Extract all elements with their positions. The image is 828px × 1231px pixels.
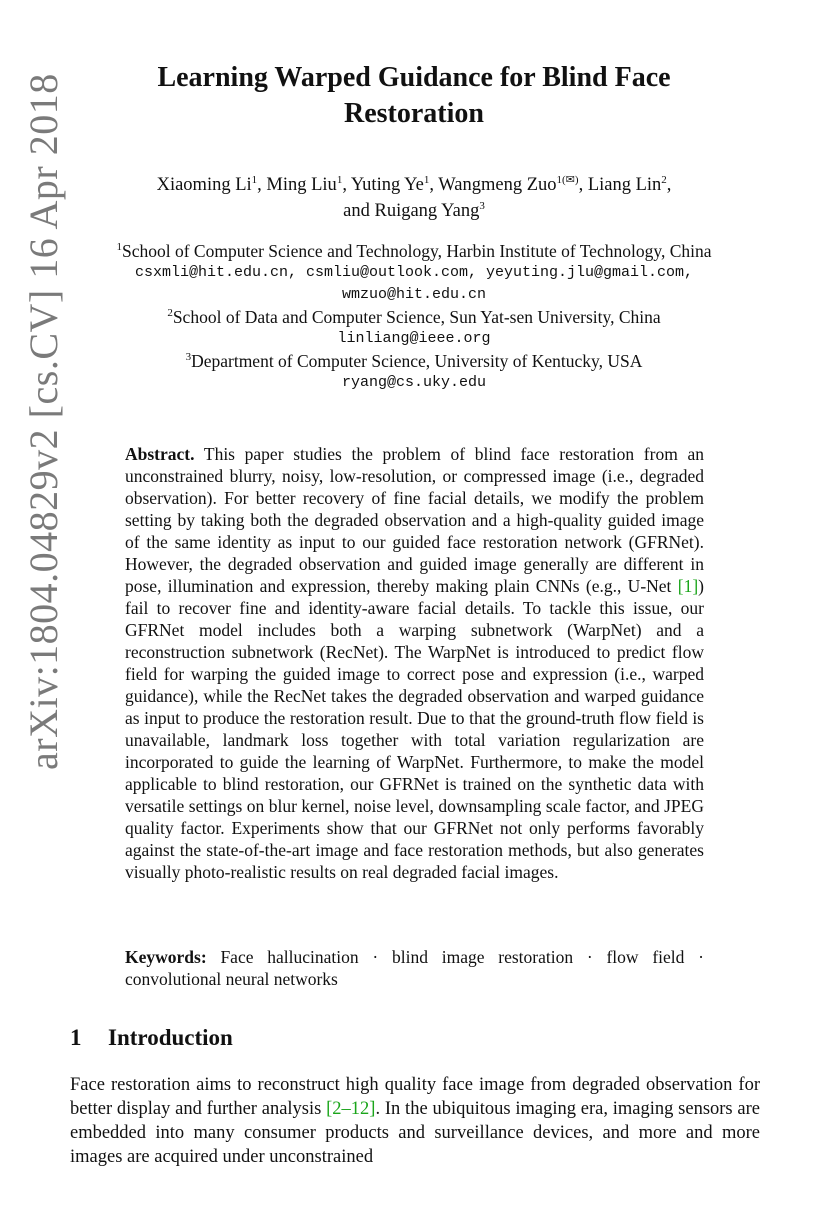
affiliation-3 (60, 350, 768, 372)
keywords-label: Keywords: (125, 947, 207, 967)
affiliation-2 (60, 306, 768, 328)
affiliation-text: School of Computer Science and Technology, Harbin Institute of Technology, China (121, 241, 712, 261)
citation-link[interactable]: [1] (677, 576, 699, 596)
author-name: and Ruigang Yang (343, 201, 480, 221)
abstract-text: This paper studies the problem of blind face restoration from an unconstrained blurry, noisy, low-resolution, or compressed image (i.e., degraded observation). For better recovery of fine facial details, we modify the problem setting by taking both the degraded observation and a high-quality guided image of the same identity as input to our guided face restoration network (GFRNet). However, the degraded observation and guided image generally are different in pose, illumination and expression, thereby making plain CNNs (e.g., U-Net (125, 444, 705, 596)
affiliation-mark: 1 (116, 241, 122, 254)
arxiv-identifier: arXiv:1804.04829v2 [cs.CV] 16 Apr 2018 (21, 73, 66, 770)
author-name: Xiaoming Li (156, 175, 252, 195)
affiliations (60, 240, 768, 394)
author-separator: , (666, 175, 672, 195)
intro-paragraph (70, 1073, 760, 1169)
affiliation-mark: 1 (423, 173, 430, 186)
affiliation-mark: 3 (479, 199, 485, 212)
author-name: , Liang Lin (578, 175, 662, 195)
author-list (70, 172, 758, 224)
affiliation-1 (60, 240, 768, 262)
abstract (125, 443, 704, 883)
section-title: Introduction (108, 1025, 233, 1050)
affiliation-1-emails: csxmli@hit.edu.cn, csmliu@outlook.com, yeyuting.jlu@gmail.com, (134, 264, 694, 281)
section-number: 1 (70, 1025, 82, 1050)
affiliation-mark: 1 (336, 173, 343, 186)
author-name: , Wangmeng Zuo (429, 175, 557, 195)
affiliation-text: Department of Computer Science, University of Kentucky, USA (191, 351, 643, 371)
affiliation-text: School of Data and Computer Science, Sun Yat-sen University, China (172, 307, 661, 327)
affiliation-mark: 3 (185, 351, 192, 364)
affiliation-mark: 1 (251, 173, 258, 186)
affiliation-1-emails: wmzuo@hit.edu.cn (341, 286, 487, 303)
author-name: , Ming Liu (257, 175, 337, 195)
keywords-text: Face hallucination · blind image restoration · flow field · convolutional neural networks (125, 947, 704, 989)
body-text: Face restoration aims to reconstruct high quality face image from degraded observation for better display and further analysis (70, 1075, 760, 1119)
abstract-text: ) fail to recover fine and identity-aware facial details. To tackle this issue, our GFRNet model includes both a warping subnetwork (WarpNet) and a reconstruction subnetwork (RecNet). The WarpNet is introduced to predict flow field for warping the guided image to correct pose and expression (i.e., warped guidance), while the RecNet takes the degraded observation and warped guidance as input to produce the restoration result. Due to that the ground-truth flow field is unavailable, landmark loss together with total variation regularization are incorporated to guide the learning of WarpNet. Furthermore, to make the model applicable to blind restoration, our GFRNet is trained on the synthetic data with versatile settings on blur kernel, noise level, downsampling scale factor, and JPEG quality factor. Experiments show that our GFRNet not only performs favorably against the state-of-the-art image and face restoration methods, but also generates visually photo-realistic results on real degraded facial images. (125, 576, 704, 882)
affiliation-mark: 2 (661, 173, 667, 186)
affiliation-2-email: linliang@ieee.org (337, 330, 491, 347)
citation-link[interactable]: [2–12] (326, 1099, 376, 1119)
affiliation-mark: 2 (167, 307, 173, 320)
abstract-label: Abstract. (125, 444, 195, 464)
paper-title: Learning Warped Guidance for Blind Face Restoration (157, 62, 671, 129)
affiliation-3-email: ryang@cs.uky.edu (341, 374, 487, 391)
body-text: . In the ubiquitous imaging era, imaging sensors are embedded into many consumer products and surveillance devices, and more and more images are acquired under unconstrained (70, 1099, 761, 1167)
section-heading (70, 1025, 233, 1051)
keywords (125, 946, 704, 990)
corresponding-author-mark: 1(✉) (556, 173, 579, 186)
author-name: , Yuting Ye (342, 175, 424, 195)
